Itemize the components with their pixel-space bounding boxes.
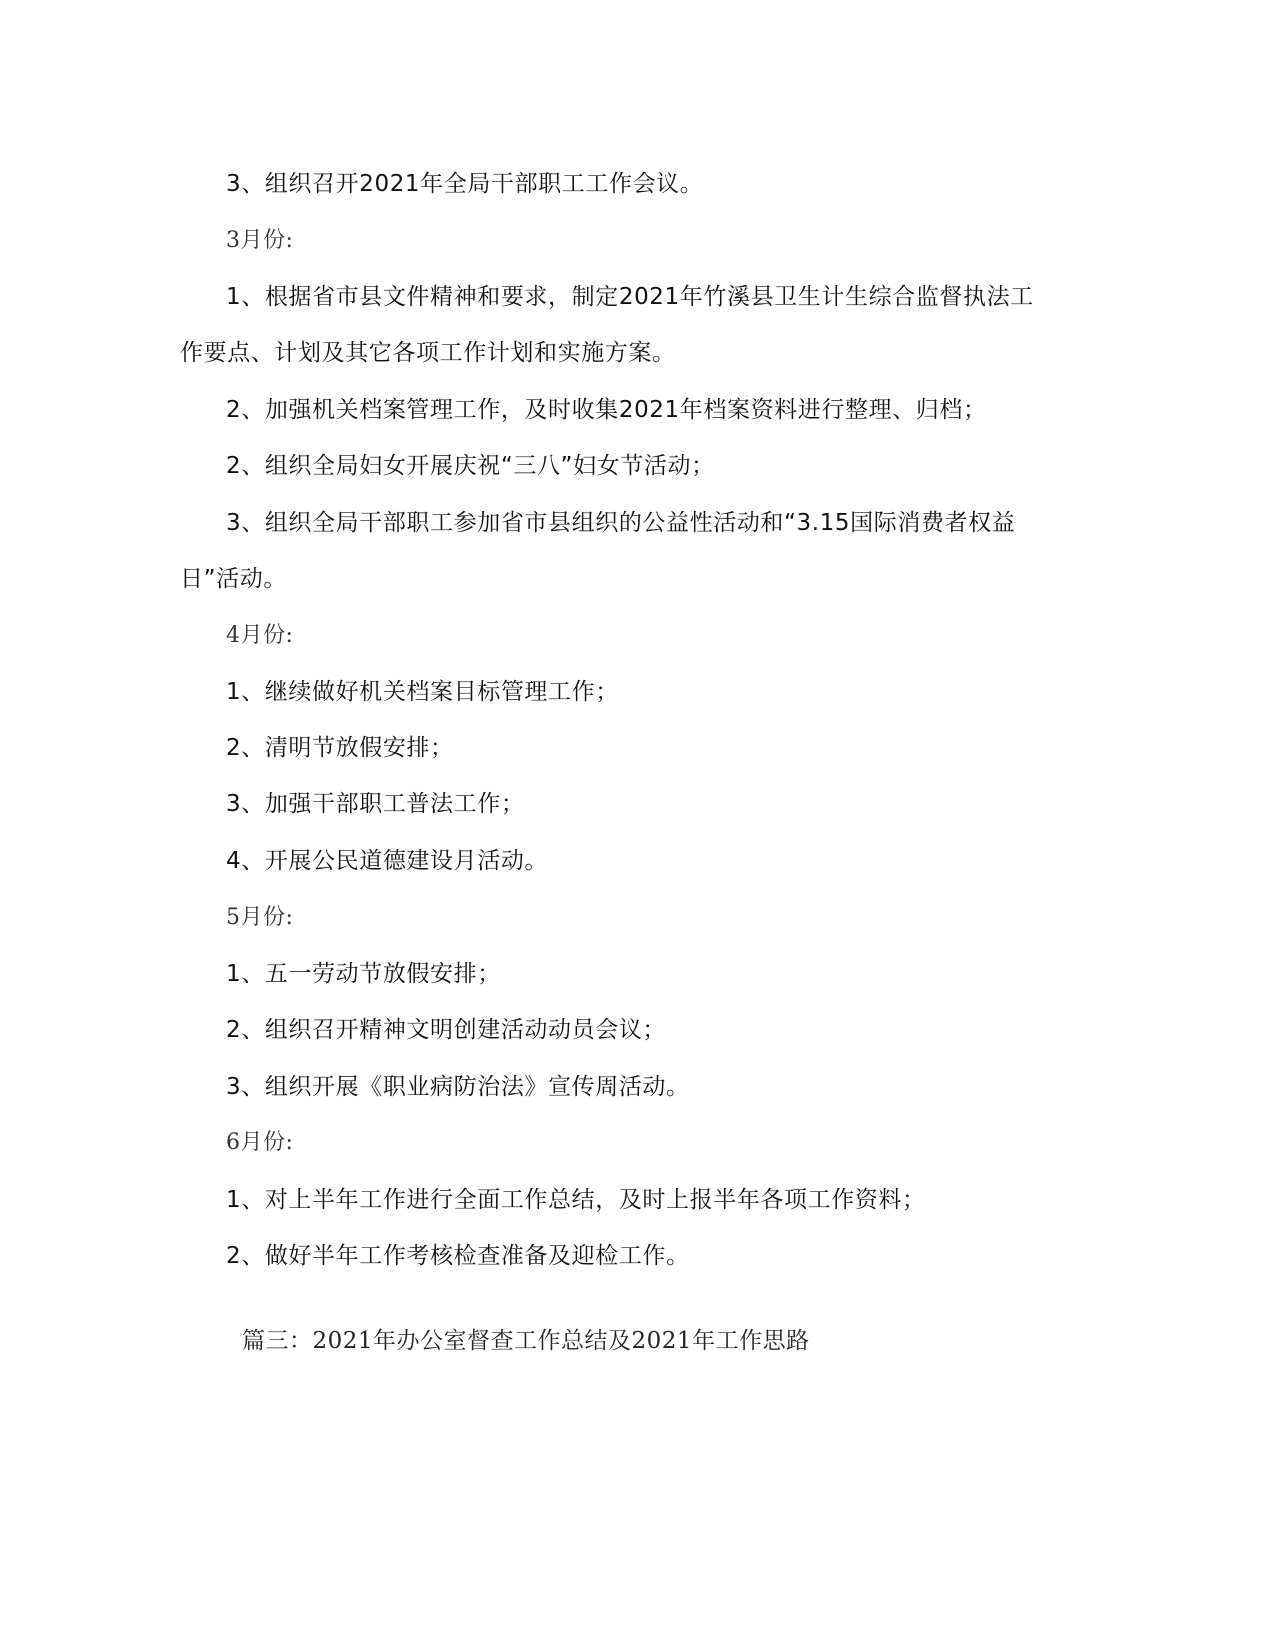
text-line: 日”活动。 xyxy=(180,566,287,592)
text-line: 1、继续做好机关档案目标管理工作； xyxy=(226,679,619,705)
text-line: 1、五一劳动节放假安排； xyxy=(226,961,501,987)
text-line: 1、根据省市县文件精神和要求，制定2021年竹溪县卫生计生综合监督执法工 xyxy=(226,284,1034,310)
month-heading-may: 5月份: xyxy=(226,905,294,930)
text-line: 2、做好半年工作考核检查准备及迎检工作。 xyxy=(226,1243,690,1269)
month-heading-april: 4月份: xyxy=(226,623,294,648)
text-line: 3、组织召开2021年全局干部职工工作会议。 xyxy=(226,171,704,197)
text-line: 2、加强机关档案管理工作，及时收集2021年档案资料进行整理、归档； xyxy=(226,397,987,423)
month-heading-march: 3月份: xyxy=(226,228,294,253)
text-line: 3、组织开展《职业病防治法》宣传周活动。 xyxy=(226,1074,690,1100)
text-line: 2、组织召开精神文明创建活动动员会议； xyxy=(226,1017,667,1043)
text-line: 3、加强干部职工普法工作； xyxy=(226,791,525,817)
text-line: 2、清明节放假安排； xyxy=(226,735,454,761)
text-line: 1、对上半年工作进行全面工作总结，及时上报半年各项工作资料； xyxy=(226,1187,926,1213)
text-line: 作要点、计划及其它各项工作计划和实施方案。 xyxy=(180,340,676,366)
text-line: 4、开展公民道德建设月活动。 xyxy=(226,848,549,874)
text-line: 3、组织全局干部职工参加省市县组织的公益性活动和“3.15国际消费者权益 xyxy=(226,510,1016,536)
text-line: 2、组织全局妇女开展庆祝“三八”妇女节活动； xyxy=(226,453,715,479)
month-heading-june: 6月份: xyxy=(226,1130,294,1155)
section-heading: 篇三：2021年办公室督查工作总结及2021年工作思路 xyxy=(242,1328,810,1354)
